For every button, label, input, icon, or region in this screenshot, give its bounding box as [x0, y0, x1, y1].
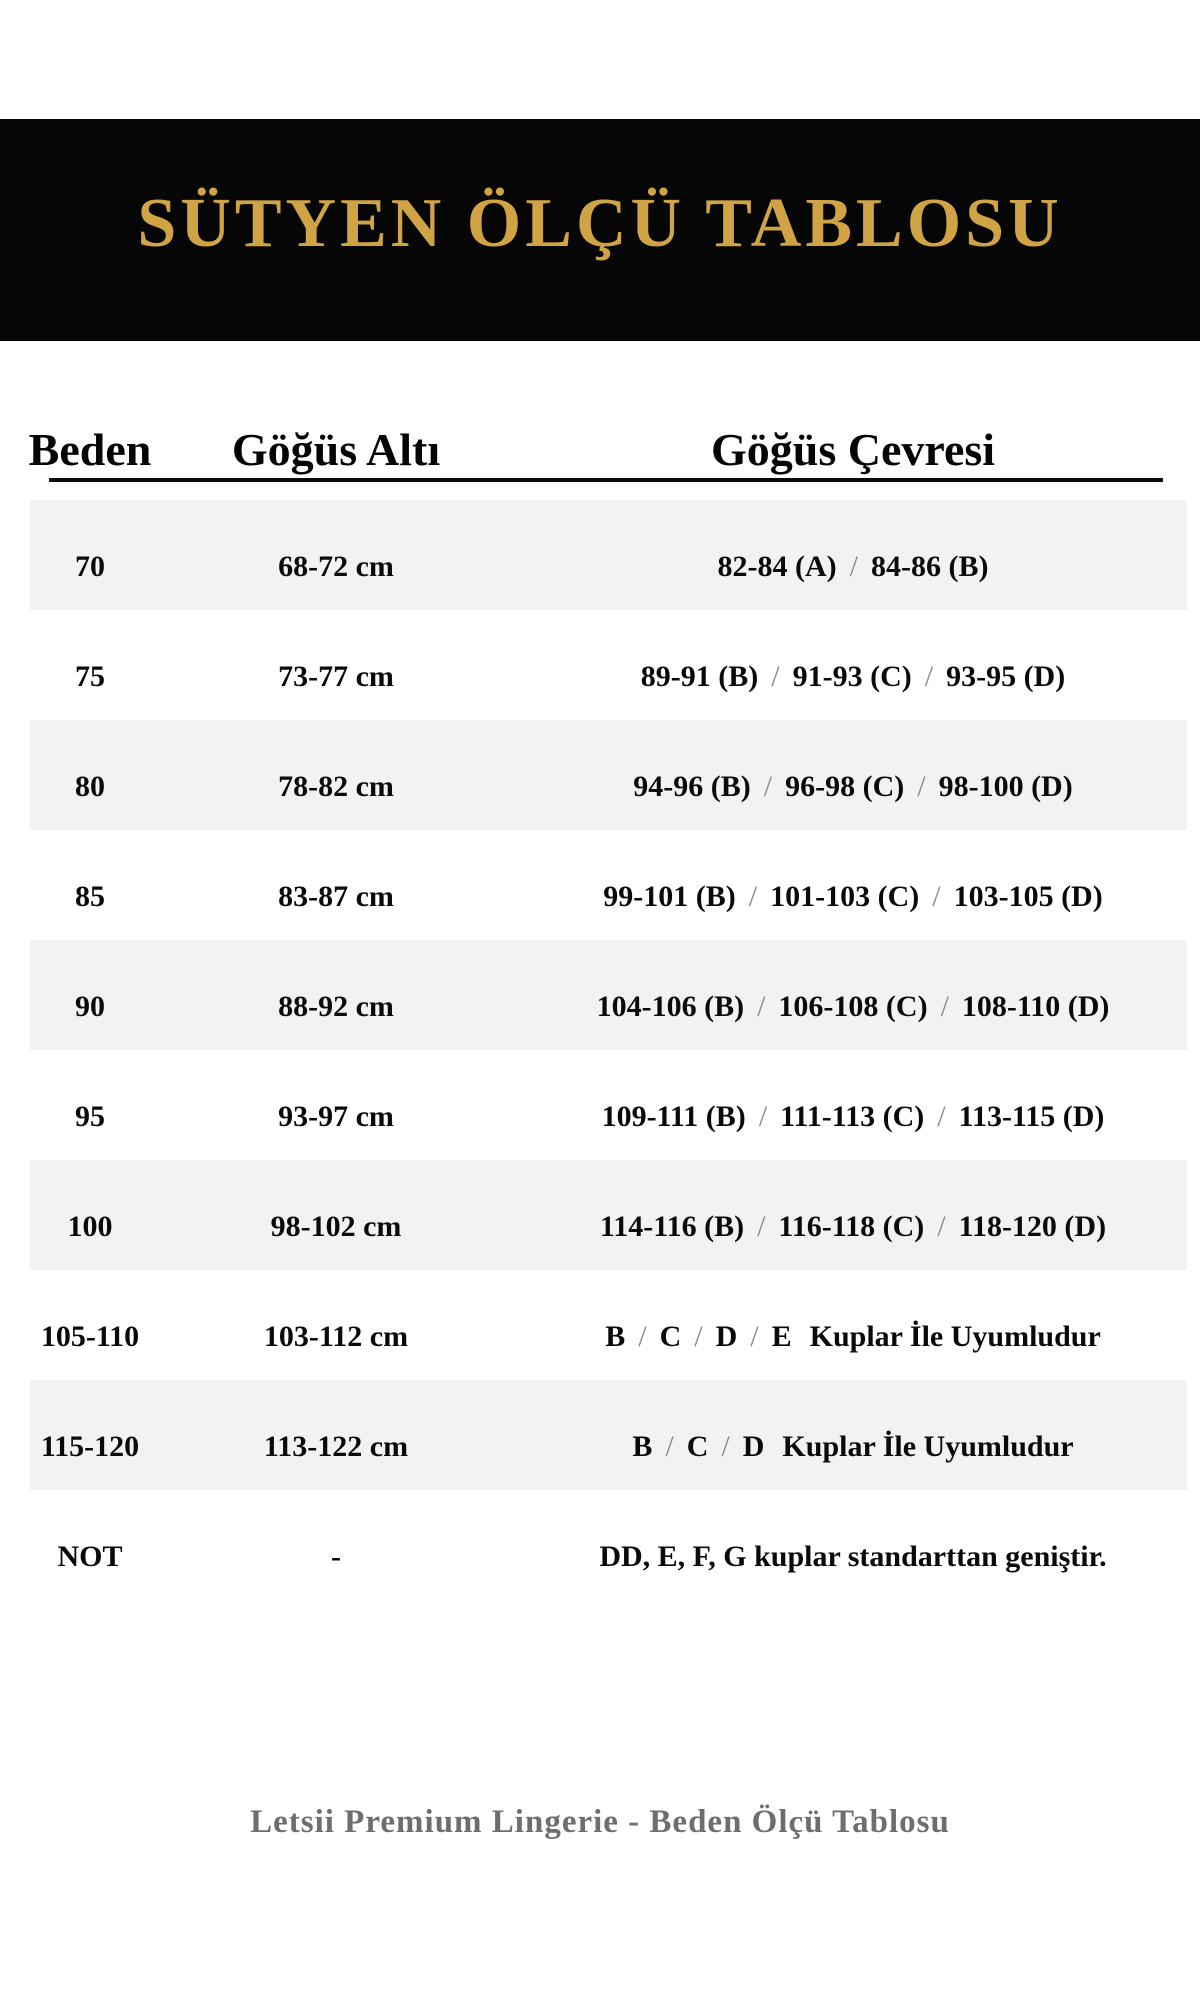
cup-range: D [742, 1430, 765, 1463]
cup-range: 114-116 (B) [599, 1210, 745, 1243]
table-body [0, 500, 1200, 1600]
table-row [0, 1380, 1200, 1490]
cell-gogus-cevresi [510, 720, 1196, 830]
cup-range: 101-103 (C) [770, 880, 920, 913]
slash-separator: / [757, 990, 766, 1023]
slash-separator: / [757, 1210, 766, 1243]
cup-range: 111-113 (C) [780, 1100, 925, 1133]
cell-beden: 95 [75, 1100, 105, 1133]
table-row [0, 1160, 1200, 1270]
cell-beden: NOT [57, 1540, 123, 1573]
cell-gogus-alti: 93-97 cm [278, 1100, 394, 1133]
cell-gogus-cevresi [510, 1050, 1196, 1160]
slash-separator: / [917, 770, 926, 803]
slash-separator: / [665, 1430, 674, 1463]
cell-beden: 80 [75, 770, 105, 803]
table-row [0, 1490, 1200, 1600]
cup-range: C [686, 1430, 709, 1463]
cup-range: C [659, 1320, 682, 1353]
cup-suffix: Kuplar İle Uyumludur [782, 1430, 1074, 1463]
column-header-beden: Beden [28, 424, 152, 475]
cup-range: 99-101 (B) [603, 880, 736, 913]
cell-beden: 115-120 [40, 1430, 140, 1463]
cup-range: 108-110 (D) [961, 990, 1110, 1023]
slash-separator: / [924, 660, 934, 693]
cell-gogus-cevresi [510, 1380, 1196, 1490]
cup-range: 113-115 (D) [958, 1100, 1105, 1133]
cup-range: 118-120 (D) [958, 1210, 1107, 1243]
cup-range: 96-98 (C) [785, 770, 905, 803]
cup-range: 91-93 (C) [792, 660, 912, 693]
slash-separator: / [932, 880, 941, 913]
footer-caption: Letsii Premium Lingerie - Beden Ölçü Tablosu [250, 1804, 950, 1840]
cup-range: 98-100 (D) [938, 770, 1073, 803]
slash-separator: / [638, 1320, 647, 1353]
cell-gogus-cevresi [510, 610, 1196, 720]
slash-separator: / [940, 990, 949, 1023]
cell-gogus-alti: 103-112 cm [263, 1320, 409, 1353]
table-row [0, 1270, 1200, 1380]
cell-beden: 105-110 [40, 1320, 140, 1353]
table-row [0, 610, 1200, 720]
cup-range: 93-95 (D) [946, 660, 1066, 693]
slash-separator: / [758, 1100, 768, 1133]
table-row [0, 720, 1200, 830]
slash-separator: / [937, 1210, 946, 1243]
cell-gogus-alti: - [331, 1540, 341, 1573]
cup-range: 104-106 (B) [596, 990, 745, 1023]
cell-gogus-cevresi [510, 830, 1196, 940]
cell-gogus-cevresi [510, 1160, 1196, 1270]
table-row [0, 1050, 1200, 1160]
slash-separator: / [937, 1100, 946, 1133]
cup-range: 94-96 (B) [633, 770, 751, 803]
cell-gogus-alti: 73-77 cm [278, 660, 394, 693]
table-row [0, 830, 1200, 940]
slash-separator: / [694, 1320, 703, 1353]
table-header-row [0, 408, 1200, 478]
slash-separator: / [748, 880, 758, 913]
cell-gogus-cevresi [510, 940, 1196, 1050]
cell-beden: 75 [75, 660, 105, 693]
table-row [0, 940, 1200, 1050]
title-band [0, 119, 1200, 341]
cup-suffix: Kuplar İle Uyumludur [809, 1320, 1101, 1353]
cup-range: B [605, 1320, 626, 1353]
slash-separator: / [763, 770, 773, 803]
slash-separator: / [849, 550, 858, 583]
cell-gogus-alti: 83-87 cm [278, 880, 394, 913]
cell-gogus-cevresi [510, 1270, 1196, 1380]
cell-beden: 70 [75, 550, 105, 583]
cup-range: 109-111 (B) [601, 1100, 746, 1133]
page-title: SÜTYEN ÖLÇÜ TABLOSU [137, 185, 1063, 262]
cell-gogus-alti: 98-102 cm [270, 1210, 402, 1243]
cup-range: 82-84 (A) [717, 550, 837, 583]
cup-range: 103-105 (D) [953, 880, 1103, 913]
cell-beden: 100 [67, 1210, 113, 1243]
cell-gogus-cevresi: DD, E, F, G kuplar standarttan geniştir. [599, 1540, 1107, 1573]
cup-range: 116-118 (C) [778, 1210, 925, 1243]
column-header-gogus-cevresi: Göğüs Çevresi [710, 424, 996, 475]
slash-separator: / [721, 1430, 730, 1463]
cell-gogus-alti: 113-122 cm [263, 1430, 409, 1463]
cup-range: B [632, 1430, 653, 1463]
table-row [0, 500, 1200, 610]
cup-range: 89-91 (B) [640, 660, 759, 693]
cup-range: 84-86 (B) [871, 550, 989, 583]
cell-gogus-alti: 68-72 cm [278, 550, 394, 583]
cup-range: E [771, 1320, 792, 1353]
cell-gogus-alti: 88-92 cm [278, 990, 394, 1023]
cup-range: D [715, 1320, 738, 1353]
cell-gogus-alti: 78-82 cm [278, 770, 394, 803]
cup-range: 106-108 (C) [778, 990, 928, 1023]
cell-beden: 90 [75, 990, 105, 1023]
column-header-gogus-alti: Göğüs Altı [231, 424, 441, 475]
header-divider-line [49, 478, 1163, 482]
slash-separator: / [750, 1320, 759, 1353]
cell-gogus-cevresi [510, 500, 1196, 610]
slash-separator: / [771, 660, 780, 693]
cell-beden: 85 [75, 880, 105, 913]
